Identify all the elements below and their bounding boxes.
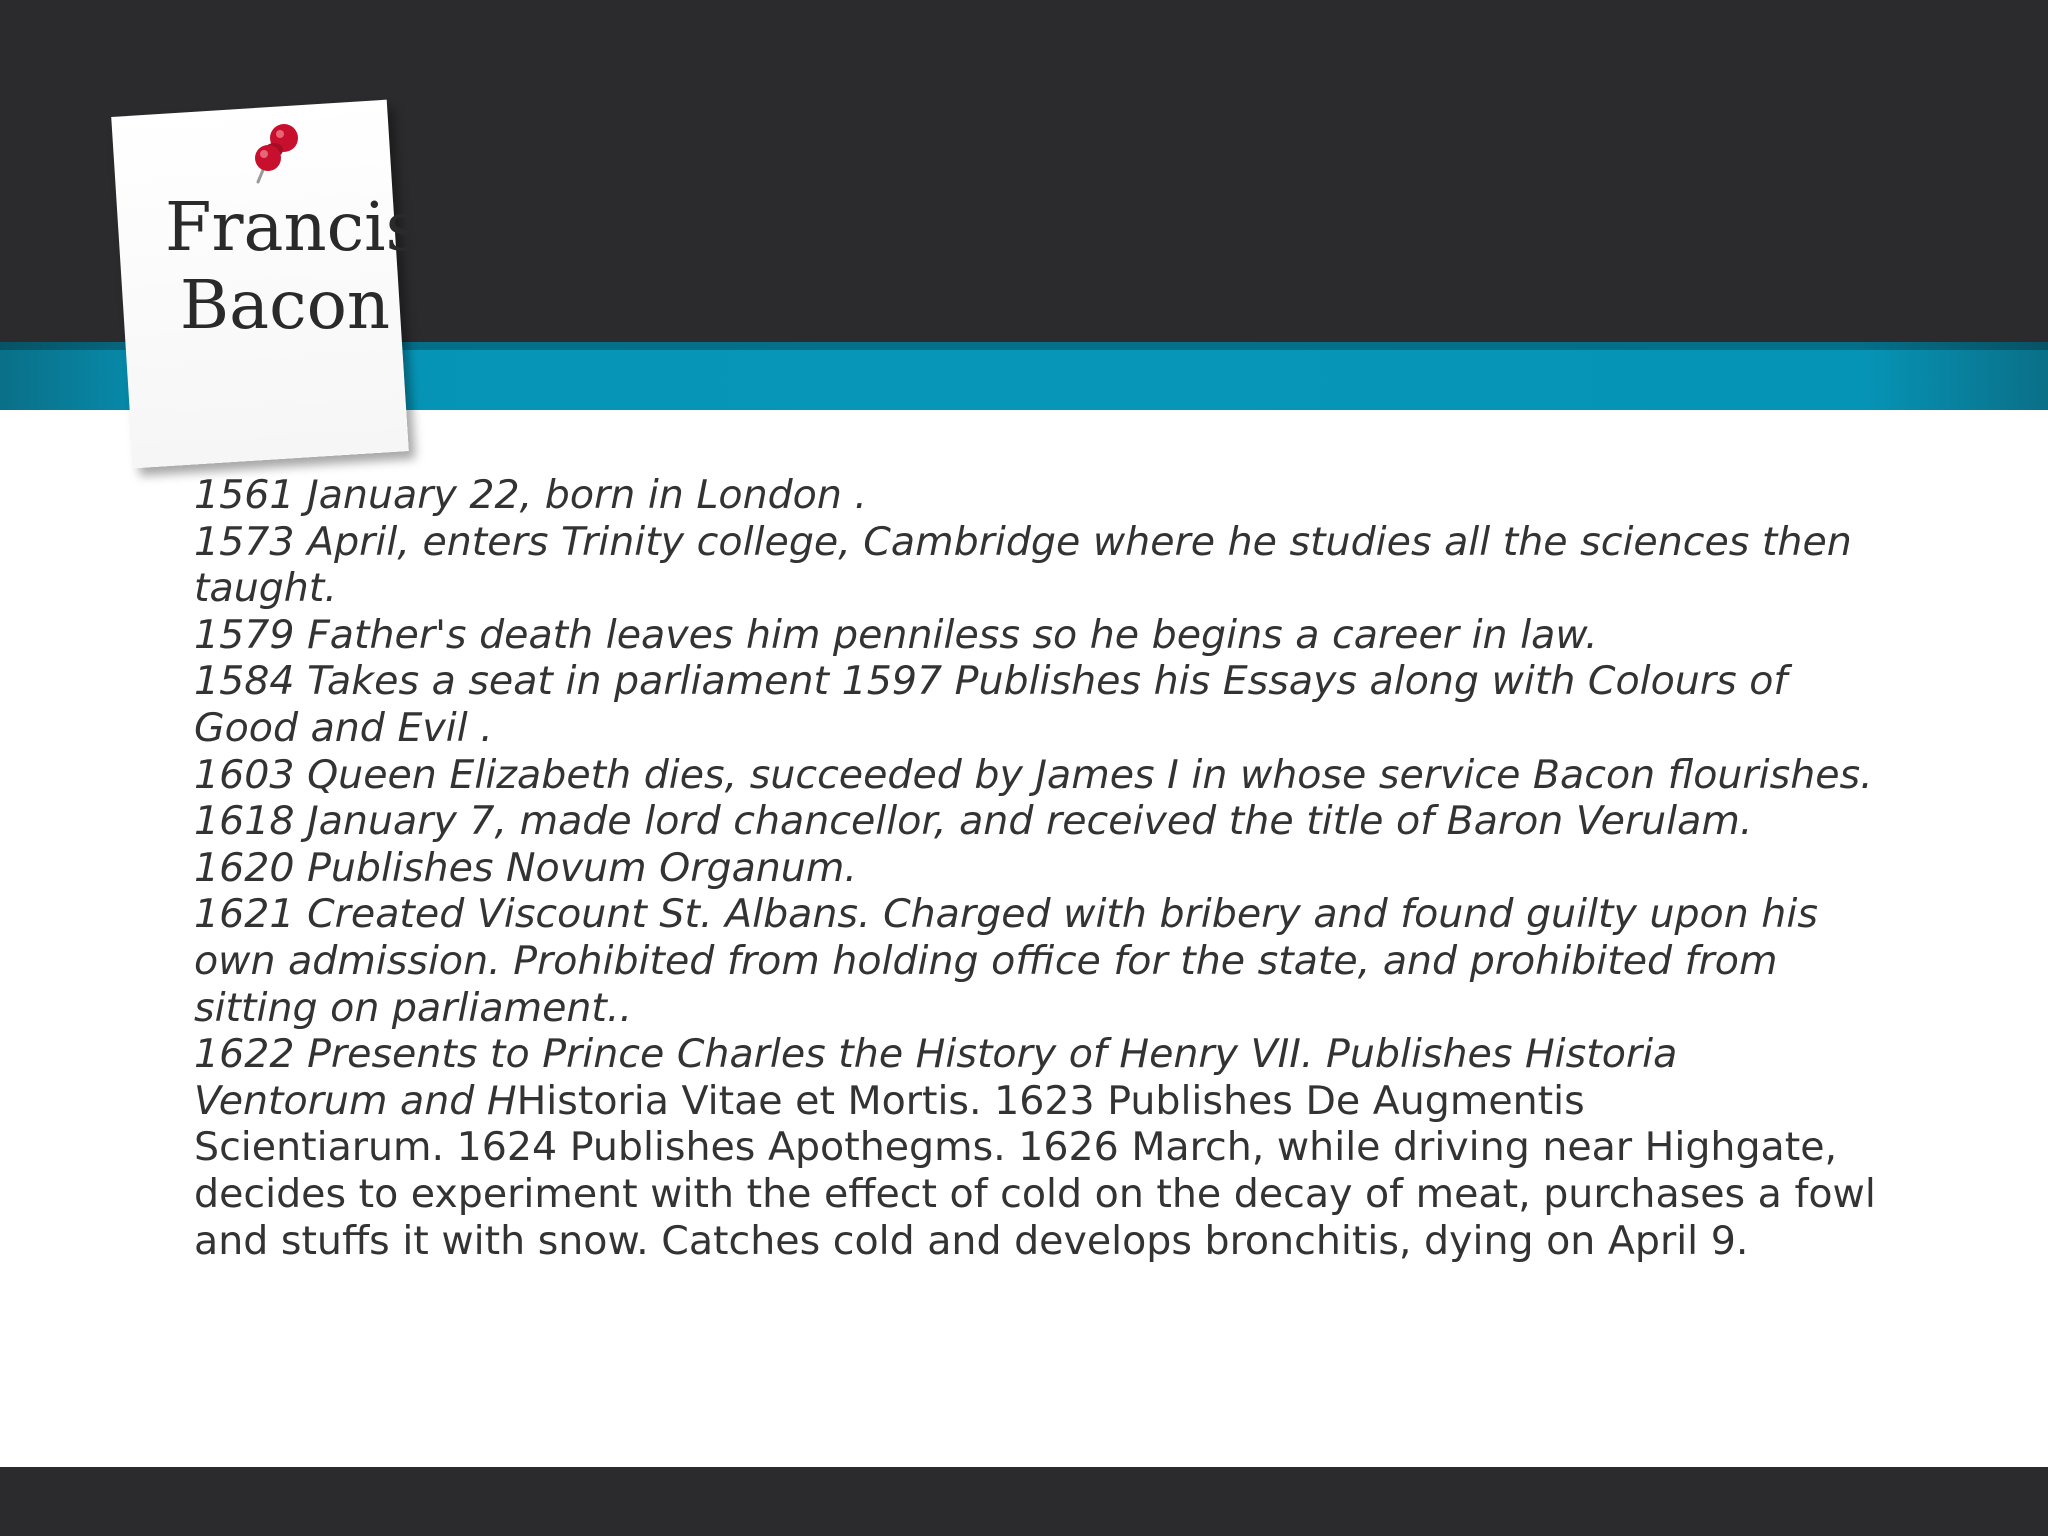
timeline-line: 1621 Created Viscount St. Albans. Charged with bribery and found guilty upon his: [194, 891, 1818, 938]
timeline-line: 1622 Presents to Prince Charles the History of Henry VII. Publishes Historia: [194, 1031, 1678, 1078]
timeline-line: 1603 Queen Elizabeth dies, succeeded by James I in whose service Bacon flourishes.: [194, 751, 1873, 798]
timeline-line: decides to experiment with the effect of cold on the decay of meat, purchases a fowl: [194, 1170, 1876, 1217]
timeline-line: Scientiarum. 1624 Publishes Apothegms. 1626 March, while driving near Highgate,: [194, 1124, 1838, 1171]
timeline-line: Ventorum and HHistoria Vitae et Mortis. 1623 Publishes De Augmentis: [194, 1077, 1585, 1124]
slide-title: [165, 188, 420, 344]
timeline-line: 1573 April, enters Trinity college, Cambridge where he studies all the sciences then: [194, 518, 1852, 565]
timeline-line: 1561 January 22, born in London .: [194, 472, 867, 518]
timeline-line: sitting on parliament..: [194, 984, 633, 1031]
timeline-text: [194, 472, 1994, 1264]
timeline-line: own admission. Prohibited from holding office for the state, and prohibited from: [194, 937, 1778, 984]
footer-band: [0, 1467, 2048, 1536]
title-line: Bacon: [179, 266, 391, 344]
timeline-line: and stuffs it with snow. Catches cold and develops bronchitis, dying on April 9.: [194, 1217, 1749, 1264]
timeline-line: 1584 Takes a seat in parliament 1597 Publishes his Essays along with Colours of: [194, 658, 1788, 705]
timeline-line: 1579 Father's death leaves him penniless so he begins a career in law.: [194, 611, 1598, 658]
timeline-line: taught.: [194, 565, 337, 612]
timeline-line: 1618 January 7, made lord chancellor, and received the title of Baron Verulam.: [194, 798, 1753, 845]
timeline-line: 1620 Publishes Novum Organum.: [194, 844, 857, 891]
timeline-line: Good and Evil .: [194, 704, 493, 751]
push-pin-icon: [246, 120, 306, 190]
title-line: Francis: [165, 188, 420, 266]
